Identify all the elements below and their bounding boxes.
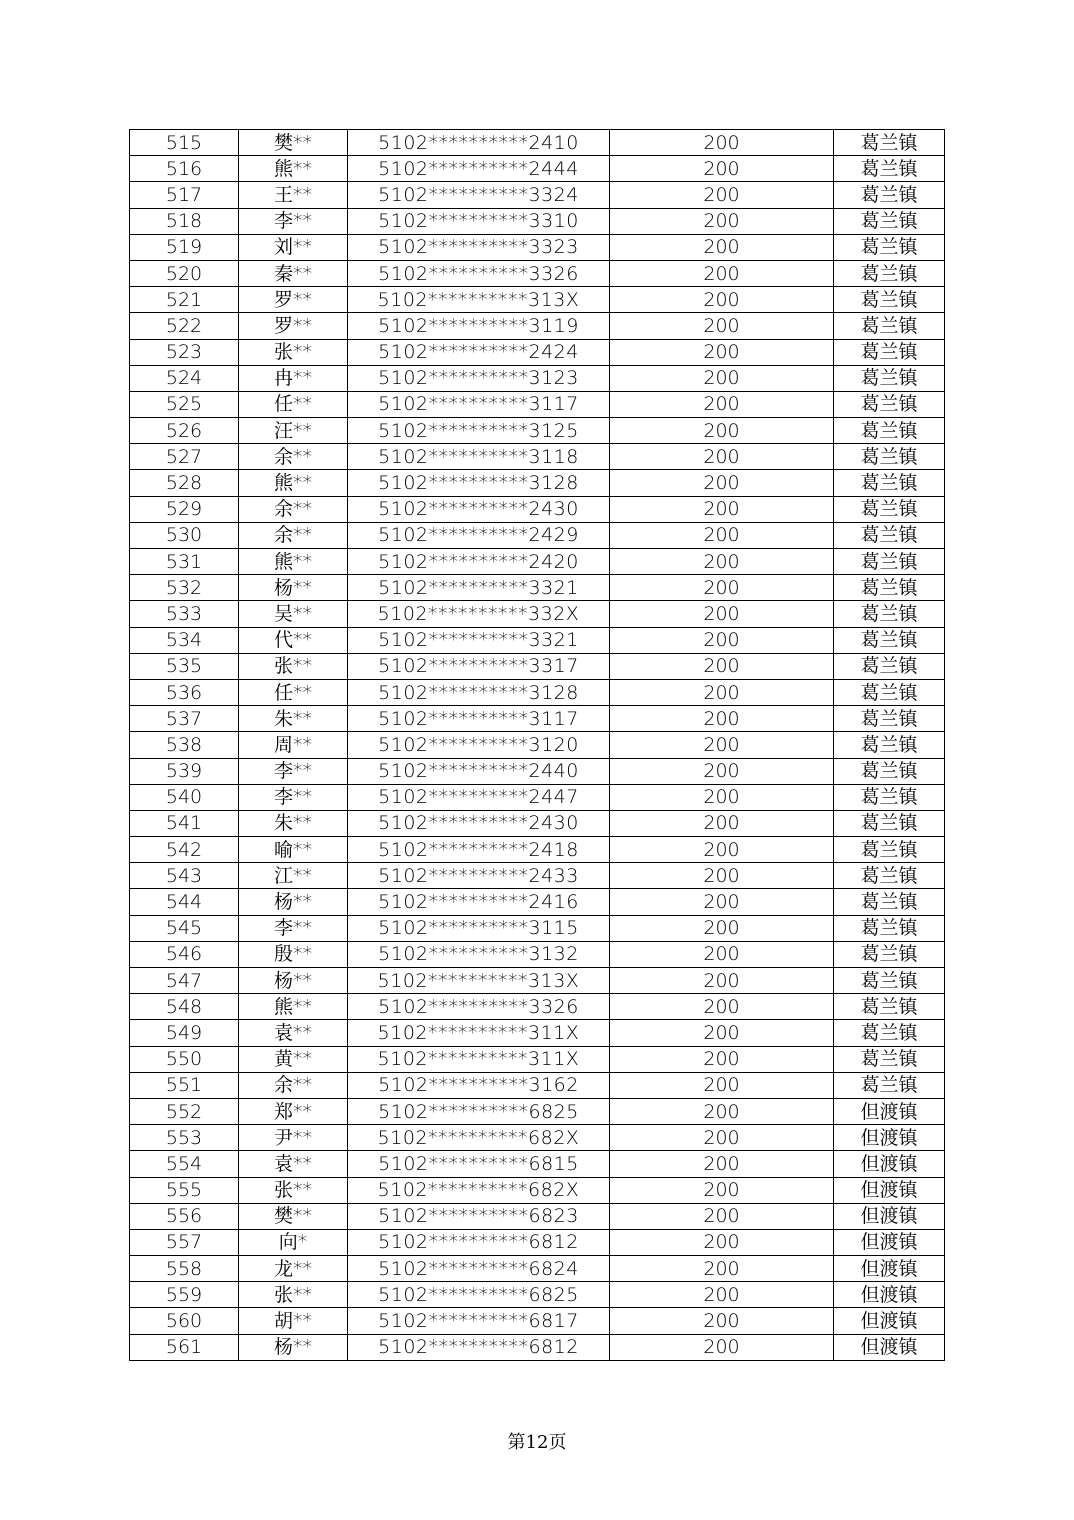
name-cell: 王** xyxy=(239,182,348,208)
id-number-cell: 5102**********2420 xyxy=(348,549,610,575)
amount-cell: 200 xyxy=(610,1203,834,1229)
table-row xyxy=(130,1125,945,1151)
row-index-cell: 531 xyxy=(130,549,239,575)
town-cell: 葛兰镇 xyxy=(834,653,945,679)
id-number-cell: 5102**********6812 xyxy=(348,1334,610,1360)
row-index-cell: 526 xyxy=(130,418,239,444)
town-cell: 葛兰镇 xyxy=(834,627,945,653)
table-row xyxy=(130,470,945,496)
table-row xyxy=(130,1072,945,1098)
row-index-cell: 518 xyxy=(130,208,239,234)
town-cell: 葛兰镇 xyxy=(834,418,945,444)
town-cell: 葛兰镇 xyxy=(834,470,945,496)
amount-cell: 200 xyxy=(610,1125,834,1151)
amount-cell: 200 xyxy=(610,208,834,234)
id-number-cell: 5102**********6812 xyxy=(348,1229,610,1255)
name-cell: 樊** xyxy=(239,1203,348,1229)
town-cell: 葛兰镇 xyxy=(834,208,945,234)
town-cell: 但渡镇 xyxy=(834,1334,945,1360)
name-cell: 殷** xyxy=(239,941,348,967)
town-cell: 葛兰镇 xyxy=(834,1046,945,1072)
name-cell: 刘** xyxy=(239,234,348,260)
name-cell: 李** xyxy=(239,915,348,941)
name-cell: 袁** xyxy=(239,1151,348,1177)
row-index-cell: 559 xyxy=(130,1282,239,1308)
row-index-cell: 523 xyxy=(130,339,239,365)
table-row xyxy=(130,1229,945,1255)
id-number-cell: 5102**********2430 xyxy=(348,810,610,836)
amount-cell: 200 xyxy=(610,313,834,339)
row-index-cell: 554 xyxy=(130,1151,239,1177)
id-number-cell: 5102**********3128 xyxy=(348,679,610,705)
table-row xyxy=(130,679,945,705)
amount-cell: 200 xyxy=(610,601,834,627)
name-cell: 余** xyxy=(239,522,348,548)
id-number-cell: 5102**********2444 xyxy=(348,156,610,182)
row-index-cell: 547 xyxy=(130,968,239,994)
name-cell: 杨** xyxy=(239,575,348,601)
name-cell: 江** xyxy=(239,863,348,889)
amount-cell: 200 xyxy=(610,470,834,496)
town-cell: 葛兰镇 xyxy=(834,522,945,548)
amount-cell: 200 xyxy=(610,732,834,758)
amount-cell: 200 xyxy=(610,549,834,575)
id-number-cell: 5102**********3117 xyxy=(348,391,610,417)
table-row xyxy=(130,941,945,967)
name-cell: 向* xyxy=(239,1229,348,1255)
town-cell: 葛兰镇 xyxy=(834,1072,945,1098)
id-number-cell: 5102**********682X xyxy=(348,1125,610,1151)
table-row xyxy=(130,418,945,444)
amount-cell: 200 xyxy=(610,287,834,313)
town-cell: 葛兰镇 xyxy=(834,444,945,470)
town-cell: 但渡镇 xyxy=(834,1256,945,1282)
town-cell: 葛兰镇 xyxy=(834,941,945,967)
amount-cell: 200 xyxy=(610,679,834,705)
table-row xyxy=(130,706,945,732)
town-cell: 葛兰镇 xyxy=(834,863,945,889)
town-cell: 葛兰镇 xyxy=(834,575,945,601)
name-cell: 张** xyxy=(239,1177,348,1203)
town-cell: 但渡镇 xyxy=(834,1203,945,1229)
amount-cell: 200 xyxy=(610,1072,834,1098)
table-row xyxy=(130,915,945,941)
table-row xyxy=(130,1177,945,1203)
amount-cell: 200 xyxy=(610,863,834,889)
town-cell: 葛兰镇 xyxy=(834,391,945,417)
page-number: 第12页 xyxy=(507,1432,567,1453)
town-cell: 葛兰镇 xyxy=(834,706,945,732)
id-number-cell: 5102**********2410 xyxy=(348,130,610,156)
table-row xyxy=(130,732,945,758)
row-index-cell: 560 xyxy=(130,1308,239,1334)
row-index-cell: 517 xyxy=(130,182,239,208)
name-cell: 袁** xyxy=(239,1020,348,1046)
amount-cell: 200 xyxy=(610,522,834,548)
amount-cell: 200 xyxy=(610,182,834,208)
row-index-cell: 548 xyxy=(130,994,239,1020)
table-row xyxy=(130,1151,945,1177)
name-cell: 樊** xyxy=(239,130,348,156)
table-row xyxy=(130,837,945,863)
amount-cell: 200 xyxy=(610,418,834,444)
id-number-cell: 5102**********3128 xyxy=(348,470,610,496)
row-index-cell: 544 xyxy=(130,889,239,915)
row-index-cell: 539 xyxy=(130,758,239,784)
amount-cell: 200 xyxy=(610,339,834,365)
amount-cell: 200 xyxy=(610,156,834,182)
town-cell: 葛兰镇 xyxy=(834,968,945,994)
town-cell: 葛兰镇 xyxy=(834,156,945,182)
amount-cell: 200 xyxy=(610,1177,834,1203)
id-number-cell: 5102**********2447 xyxy=(348,784,610,810)
row-index-cell: 515 xyxy=(130,130,239,156)
amount-cell: 200 xyxy=(610,889,834,915)
name-cell: 尹** xyxy=(239,1125,348,1151)
id-number-cell: 5102**********3321 xyxy=(348,627,610,653)
name-cell: 喻** xyxy=(239,837,348,863)
row-index-cell: 538 xyxy=(130,732,239,758)
table-row xyxy=(130,758,945,784)
id-number-cell: 5102**********2424 xyxy=(348,339,610,365)
table-row xyxy=(130,810,945,836)
row-index-cell: 553 xyxy=(130,1125,239,1151)
id-number-cell: 5102**********6823 xyxy=(348,1203,610,1229)
row-index-cell: 551 xyxy=(130,1072,239,1098)
table-row xyxy=(130,1256,945,1282)
amount-cell: 200 xyxy=(610,444,834,470)
table-row xyxy=(130,1203,945,1229)
table-body xyxy=(130,130,945,1361)
amount-cell: 200 xyxy=(610,706,834,732)
amount-cell: 200 xyxy=(610,653,834,679)
table-row xyxy=(130,653,945,679)
amount-cell: 200 xyxy=(610,1151,834,1177)
table-row xyxy=(130,1308,945,1334)
id-number-cell: 5102**********2416 xyxy=(348,889,610,915)
name-cell: 熊** xyxy=(239,156,348,182)
row-index-cell: 542 xyxy=(130,837,239,863)
town-cell: 葛兰镇 xyxy=(834,679,945,705)
id-number-cell: 5102**********3123 xyxy=(348,365,610,391)
table-row xyxy=(130,182,945,208)
table-row xyxy=(130,863,945,889)
name-cell: 吴** xyxy=(239,601,348,627)
table-row xyxy=(130,365,945,391)
name-cell: 余** xyxy=(239,444,348,470)
id-number-cell: 5102**********3326 xyxy=(348,994,610,1020)
row-index-cell: 558 xyxy=(130,1256,239,1282)
name-cell: 罗** xyxy=(239,313,348,339)
town-cell: 葛兰镇 xyxy=(834,837,945,863)
row-index-cell: 540 xyxy=(130,784,239,810)
town-cell: 葛兰镇 xyxy=(834,732,945,758)
table-row xyxy=(130,968,945,994)
amount-cell: 200 xyxy=(610,260,834,286)
subsidy-list-table xyxy=(129,129,945,1361)
name-cell: 杨** xyxy=(239,968,348,994)
table-row xyxy=(130,1020,945,1046)
amount-cell: 200 xyxy=(610,1229,834,1255)
town-cell: 葛兰镇 xyxy=(834,365,945,391)
id-number-cell: 5102**********2433 xyxy=(348,863,610,889)
amount-cell: 200 xyxy=(610,810,834,836)
table-row xyxy=(130,496,945,522)
name-cell: 张** xyxy=(239,1282,348,1308)
row-index-cell: 528 xyxy=(130,470,239,496)
table-row xyxy=(130,156,945,182)
id-number-cell: 5102**********6817 xyxy=(348,1308,610,1334)
name-cell: 熊** xyxy=(239,470,348,496)
row-index-cell: 520 xyxy=(130,260,239,286)
amount-cell: 200 xyxy=(610,391,834,417)
name-cell: 熊** xyxy=(239,549,348,575)
amount-cell: 200 xyxy=(610,365,834,391)
amount-cell: 200 xyxy=(610,130,834,156)
town-cell: 但渡镇 xyxy=(834,1177,945,1203)
row-index-cell: 522 xyxy=(130,313,239,339)
amount-cell: 200 xyxy=(610,1256,834,1282)
row-index-cell: 543 xyxy=(130,863,239,889)
amount-cell: 200 xyxy=(610,1098,834,1124)
table-row xyxy=(130,208,945,234)
id-number-cell: 5102**********3317 xyxy=(348,653,610,679)
id-number-cell: 5102**********6825 xyxy=(348,1098,610,1124)
row-index-cell: 561 xyxy=(130,1334,239,1360)
name-cell: 汪** xyxy=(239,418,348,444)
name-cell: 代** xyxy=(239,627,348,653)
table-row xyxy=(130,130,945,156)
row-index-cell: 536 xyxy=(130,679,239,705)
row-index-cell: 556 xyxy=(130,1203,239,1229)
id-number-cell: 5102**********6824 xyxy=(348,1256,610,1282)
amount-cell: 200 xyxy=(610,496,834,522)
name-cell: 罗** xyxy=(239,287,348,313)
id-number-cell: 5102**********2418 xyxy=(348,837,610,863)
id-number-cell: 5102**********2430 xyxy=(348,496,610,522)
id-number-cell: 5102**********3117 xyxy=(348,706,610,732)
id-number-cell: 5102**********3119 xyxy=(348,313,610,339)
table-row xyxy=(130,627,945,653)
table-row xyxy=(130,260,945,286)
name-cell: 朱** xyxy=(239,810,348,836)
row-index-cell: 552 xyxy=(130,1098,239,1124)
row-index-cell: 527 xyxy=(130,444,239,470)
id-number-cell: 5102**********6825 xyxy=(348,1282,610,1308)
town-cell: 葛兰镇 xyxy=(834,915,945,941)
id-number-cell: 5102**********3326 xyxy=(348,260,610,286)
table-row xyxy=(130,784,945,810)
id-number-cell: 5102**********3125 xyxy=(348,418,610,444)
id-number-cell: 5102**********3324 xyxy=(348,182,610,208)
town-cell: 葛兰镇 xyxy=(834,130,945,156)
town-cell: 葛兰镇 xyxy=(834,339,945,365)
row-index-cell: 529 xyxy=(130,496,239,522)
table-row xyxy=(130,575,945,601)
amount-cell: 200 xyxy=(610,837,834,863)
name-cell: 冉** xyxy=(239,365,348,391)
name-cell: 胡** xyxy=(239,1308,348,1334)
amount-cell: 200 xyxy=(610,941,834,967)
table-row xyxy=(130,522,945,548)
town-cell: 葛兰镇 xyxy=(834,784,945,810)
table-row xyxy=(130,1046,945,1072)
name-cell: 熊** xyxy=(239,994,348,1020)
row-index-cell: 537 xyxy=(130,706,239,732)
id-number-cell: 5102**********682X xyxy=(348,1177,610,1203)
town-cell: 葛兰镇 xyxy=(834,601,945,627)
town-cell: 葛兰镇 xyxy=(834,758,945,784)
name-cell: 余** xyxy=(239,496,348,522)
id-number-cell: 5102**********3162 xyxy=(348,1072,610,1098)
table-row xyxy=(130,234,945,260)
amount-cell: 200 xyxy=(610,758,834,784)
amount-cell: 200 xyxy=(610,1334,834,1360)
town-cell: 葛兰镇 xyxy=(834,994,945,1020)
row-index-cell: 530 xyxy=(130,522,239,548)
name-cell: 周** xyxy=(239,732,348,758)
row-index-cell: 545 xyxy=(130,915,239,941)
name-cell: 杨** xyxy=(239,1334,348,1360)
id-number-cell: 5102**********3118 xyxy=(348,444,610,470)
name-cell: 张** xyxy=(239,653,348,679)
id-number-cell: 5102**********332X xyxy=(348,601,610,627)
amount-cell: 200 xyxy=(610,1308,834,1334)
town-cell: 但渡镇 xyxy=(834,1125,945,1151)
row-index-cell: 525 xyxy=(130,391,239,417)
row-index-cell: 521 xyxy=(130,287,239,313)
town-cell: 葛兰镇 xyxy=(834,889,945,915)
row-index-cell: 524 xyxy=(130,365,239,391)
id-number-cell: 5102**********6815 xyxy=(348,1151,610,1177)
town-cell: 但渡镇 xyxy=(834,1098,945,1124)
name-cell: 李** xyxy=(239,758,348,784)
name-cell: 杨** xyxy=(239,889,348,915)
town-cell: 葛兰镇 xyxy=(834,182,945,208)
row-index-cell: 535 xyxy=(130,653,239,679)
id-number-cell: 5102**********311X xyxy=(348,1046,610,1072)
name-cell: 任** xyxy=(239,679,348,705)
row-index-cell: 516 xyxy=(130,156,239,182)
id-number-cell: 5102**********3115 xyxy=(348,915,610,941)
town-cell: 但渡镇 xyxy=(834,1151,945,1177)
id-number-cell: 5102**********3321 xyxy=(348,575,610,601)
town-cell: 葛兰镇 xyxy=(834,1020,945,1046)
table-row xyxy=(130,287,945,313)
table-row xyxy=(130,549,945,575)
town-cell: 葛兰镇 xyxy=(834,810,945,836)
id-number-cell: 5102**********2440 xyxy=(348,758,610,784)
amount-cell: 200 xyxy=(610,1282,834,1308)
town-cell: 葛兰镇 xyxy=(834,549,945,575)
id-number-cell: 5102**********3323 xyxy=(348,234,610,260)
name-cell: 李** xyxy=(239,784,348,810)
amount-cell: 200 xyxy=(610,994,834,1020)
amount-cell: 200 xyxy=(610,1020,834,1046)
id-number-cell: 5102**********313X xyxy=(348,287,610,313)
row-index-cell: 557 xyxy=(130,1229,239,1255)
name-cell: 任** xyxy=(239,391,348,417)
amount-cell: 200 xyxy=(610,915,834,941)
id-number-cell: 5102**********3310 xyxy=(348,208,610,234)
table-row xyxy=(130,994,945,1020)
name-cell: 龙** xyxy=(239,1256,348,1282)
table-row xyxy=(130,1098,945,1124)
table-row xyxy=(130,1334,945,1360)
table-row xyxy=(130,1282,945,1308)
id-number-cell: 5102**********311X xyxy=(348,1020,610,1046)
amount-cell: 200 xyxy=(610,784,834,810)
row-index-cell: 534 xyxy=(130,627,239,653)
name-cell: 朱** xyxy=(239,706,348,732)
name-cell: 余** xyxy=(239,1072,348,1098)
town-cell: 但渡镇 xyxy=(834,1282,945,1308)
town-cell: 葛兰镇 xyxy=(834,496,945,522)
town-cell: 但渡镇 xyxy=(834,1308,945,1334)
id-number-cell: 5102**********3120 xyxy=(348,732,610,758)
name-cell: 郑** xyxy=(239,1098,348,1124)
amount-cell: 200 xyxy=(610,575,834,601)
town-cell: 葛兰镇 xyxy=(834,287,945,313)
table-row xyxy=(130,889,945,915)
town-cell: 但渡镇 xyxy=(834,1229,945,1255)
town-cell: 葛兰镇 xyxy=(834,313,945,339)
table-row xyxy=(130,391,945,417)
row-index-cell: 532 xyxy=(130,575,239,601)
name-cell: 秦** xyxy=(239,260,348,286)
town-cell: 葛兰镇 xyxy=(834,260,945,286)
id-number-cell: 5102**********3132 xyxy=(348,941,610,967)
row-index-cell: 549 xyxy=(130,1020,239,1046)
table-row xyxy=(130,339,945,365)
amount-cell: 200 xyxy=(610,234,834,260)
amount-cell: 200 xyxy=(610,627,834,653)
name-cell: 张** xyxy=(239,339,348,365)
row-index-cell: 519 xyxy=(130,234,239,260)
table-row xyxy=(130,601,945,627)
table-row xyxy=(130,444,945,470)
table-row xyxy=(130,313,945,339)
row-index-cell: 546 xyxy=(130,941,239,967)
row-index-cell: 533 xyxy=(130,601,239,627)
row-index-cell: 541 xyxy=(130,810,239,836)
name-cell: 黄** xyxy=(239,1046,348,1072)
name-cell: 李** xyxy=(239,208,348,234)
town-cell: 葛兰镇 xyxy=(834,234,945,260)
id-number-cell: 5102**********2429 xyxy=(348,522,610,548)
row-index-cell: 555 xyxy=(130,1177,239,1203)
id-number-cell: 5102**********313X xyxy=(348,968,610,994)
amount-cell: 200 xyxy=(610,968,834,994)
amount-cell: 200 xyxy=(610,1046,834,1072)
row-index-cell: 550 xyxy=(130,1046,239,1072)
